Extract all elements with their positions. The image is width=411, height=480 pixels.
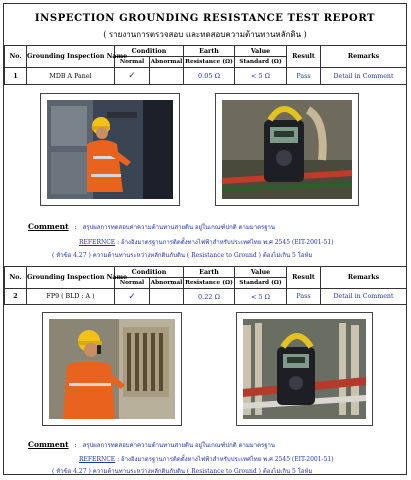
cell-standard: < 5 Ω — [235, 289, 287, 305]
cell-no: 1 — [5, 68, 27, 85]
comment-line-1: Comment : สรุปผลการทดสอบค่าความต้านทานสายดิน อยู่ในเกณฑ์ปกติ ตามมาตรฐาน — [28, 440, 276, 449]
table-row — [5, 68, 407, 85]
cell-resistance: 0.05 Ω — [184, 68, 235, 85]
header-name: Grounding Inspection Name — [27, 46, 115, 68]
photo-inspection-1b — [215, 93, 359, 206]
header-no: No. — [5, 267, 27, 289]
header-remarks: Remarks — [321, 46, 407, 68]
comment-text: สรุปผลการทดสอบค่าความต้านทานสายดิน อยู่ในเกณฑ์ปกติ ตามมาตรฐาน — [82, 224, 276, 231]
header-condition: Condition — [115, 267, 184, 278]
comment-line-2 — [79, 237, 334, 247]
reference-text: : อ้างอิงมาตรฐานการติดตั้งทางไฟฟ้าสำหรับประเทศไทย พ.ศ 2545 (EIT-2001-51) — [117, 239, 334, 246]
header-normal: Normal — [115, 57, 150, 68]
header-normal: Normal — [115, 278, 150, 289]
comment-label: Comment — [28, 222, 69, 231]
record-table-2 — [4, 266, 407, 305]
report-subtitle: ( รายงานการตรวจสอบ และทดสอบความต้านทานหลักดิน ) — [103, 30, 307, 39]
photo-inspection-1a — [40, 93, 180, 206]
header-earth: Earth — [184, 46, 235, 57]
header-resistance: Resistance (Ω) — [184, 278, 235, 289]
comment-line-3: ( หัวข้อ 4.27 ) ความต้านทานระหว่างหลักดินกับดิน ( Resistance to Ground ) ต้องไม่เกิน 5 โอห์ม — [52, 252, 313, 259]
comment-line-3: ( หัวข้อ 4.27 ) ความต้านทานระหว่างหลักดินกับดิน ( Resistance to Ground ) ต้องไม่เกิน 5 โอห์ม — [52, 468, 313, 475]
report-page — [3, 3, 407, 475]
record-detail-1 — [4, 86, 406, 267]
record-table-1 — [4, 45, 407, 85]
header-value: Value — [235, 267, 287, 278]
cell-remarks: Detail in Comment — [321, 68, 407, 85]
header-abnormal: Abnormal — [150, 57, 184, 68]
reference-label: REFERNCE — [79, 456, 116, 463]
comment-line-1: Comment : สรุปผลการทดสอบค่าความต้านทานสายดิน อยู่ในเกณฑ์ปกติ ตามมาตรฐาน — [28, 222, 276, 231]
comment-line-2 — [79, 454, 334, 464]
header-name: Grounding Inspection Name — [27, 267, 115, 289]
photo-inspection-2a — [42, 312, 182, 426]
cell-abnormal — [150, 289, 184, 305]
header-resistance: Resistance (Ω) — [184, 57, 235, 68]
clamp-meter-photo — [222, 100, 352, 199]
reference-label: REFERNCE — [79, 239, 116, 246]
header-condition: Condition — [115, 46, 184, 57]
cell-no: 2 — [5, 289, 27, 305]
cell-name: MDB A Panel — [27, 68, 115, 85]
cell-remarks: Detail in Comment — [321, 289, 407, 305]
cell-resistance: 0.22 Ω — [184, 289, 235, 305]
cell-standard: < 5 Ω — [235, 68, 287, 85]
comment-text: สรุปผลการทดสอบค่าความต้านทานสายดิน อยู่ในเกณฑ์ปกติ ตามมาตรฐาน — [82, 442, 276, 449]
cell-result: Pass — [287, 68, 321, 85]
photo-inspection-2b — [236, 312, 373, 426]
header-abnormal: Abnormal — [150, 278, 184, 289]
comment-label: Comment — [28, 440, 69, 449]
normal-check-icon: ✓ — [115, 68, 150, 85]
header-result: Result — [287, 46, 321, 68]
header-no: No. — [5, 46, 27, 68]
header-result: Result — [287, 267, 321, 289]
cell-name: FP9 ( BLD : A ) — [27, 289, 115, 305]
report-title: INSPECTION GROUNDING RESISTANCE TEST REPORT — [34, 13, 376, 24]
worker-at-panel-photo — [47, 100, 173, 199]
header-standard: Standard (Ω) — [235, 57, 287, 68]
cell-abnormal — [150, 68, 184, 85]
normal-check-icon: ✓ — [115, 289, 150, 305]
header-remarks: Remarks — [321, 267, 407, 289]
header-value: Value — [235, 46, 287, 57]
clamp-meter-cables-photo — [243, 319, 366, 419]
cell-result: Pass — [287, 289, 321, 305]
table-row — [5, 289, 407, 305]
header-standard: Standard (Ω) — [235, 278, 287, 289]
reference-text: : อ้างอิงมาตรฐานการติดตั้งทางไฟฟ้าสำหรับประเทศไทย พ.ศ 2545 (EIT-2001-51) — [117, 456, 334, 463]
worker-on-phone-photo — [49, 319, 175, 419]
header-earth: Earth — [184, 267, 235, 278]
record-detail-2 — [4, 306, 406, 474]
